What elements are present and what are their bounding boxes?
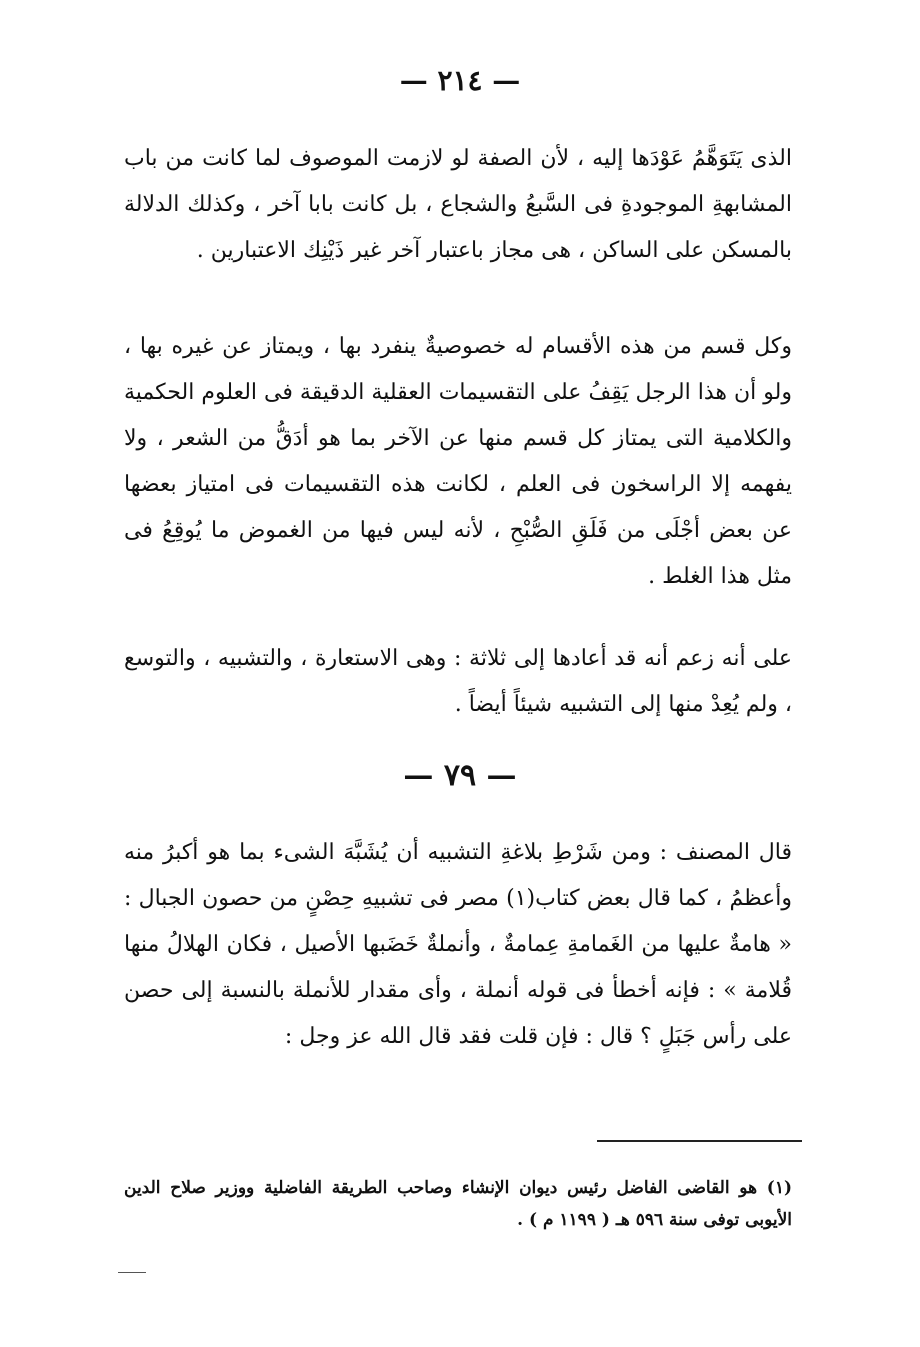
paragraph-text: على أنه زعم أنه قد أعادها إلى ثلاثة : وهى الاستعارة ، والتشبيه ، والتوسع ، ولم يُعِدْ منها إلى التشبيه شيئاً أيضاً . <box>124 646 792 717</box>
scan-mark-divider <box>118 1272 146 1273</box>
page-number: — ٢١٤ — <box>399 64 521 97</box>
paragraph-text: قال المصنف : ومن شَرْطِ بلاغةِ التشبيه أن يُشَبَّهَ الشىء بما هو أكبرُ منه وأعظمُ ، كما قال بعض كتاب(١) مصر فى تشبيهِ حِصْنٍ من حصون الجبال : « هامةٌ عليها من الغَمامةِ عِمامةٌ ، وأنملةٌ خَضَبها الأصيل ، فكان الهلالُ منها قُلامة » : فإنه أخطأ فى قوله أنملة ، وأى مقدار للأنملة بالنسبة إلى حصن على رأس جَبَلٍ ؟ قال : فإن قلت فقد قال الله عز وجل : <box>124 840 793 1049</box>
paragraph-text: الذى يَتَوَهَّمُ عَوْدَها إليه ، لأن الصفة لو لازمت الموصوف لما كانت من باب المشابهةِ الموجودةِ فى السَّبعُ والشجاع ، بل كانت بابا آخر ، وكذلك الدلالة بالمسكن على الساكن ، هى مجاز باعتبار آخر غير ذَيْنِك الاعتبارين . <box>124 146 792 263</box>
paragraph-4 <box>124 830 792 1060</box>
paragraph-2 <box>124 324 792 600</box>
paragraph-3 <box>124 636 792 728</box>
section-number: — ٧٩ — <box>403 758 517 793</box>
paragraph-text: وكل قسم من هذه الأقسام له خصوصيةٌ ينفرد بها ، ويمتاز عن غيره بها ، ولو أن هذا الرجل يَقِفُ على التقسيمات العقلية الدقيقة فى العلوم الحكمية والكلامية التى يمتاز كل قسم منها عن الآخر بما هو أدَقُّ من الشعر ، ولا يفهمه إلا الراسخون فى العلم ، لكانت هذه التقسيمات فى امتياز بعضها عن بعض أجْلَى من فَلَقِ الصُّبْحِ ، لأنه ليس فيها من الغموض ما يُوقِعُ فى مثل هذا الغلط . <box>124 334 792 589</box>
footnote: (١) هو القاضى الفاضل رئيس ديوان الإنشاء وصاحب الطريقة الفاضلية ووزير صلاح الدين الأيوبى توفى سنة ٥٩٦ هـ ( ١١٩٩ م ) . <box>124 1178 792 1230</box>
footnote-divider <box>597 1140 802 1142</box>
paragraph-1 <box>124 136 792 274</box>
